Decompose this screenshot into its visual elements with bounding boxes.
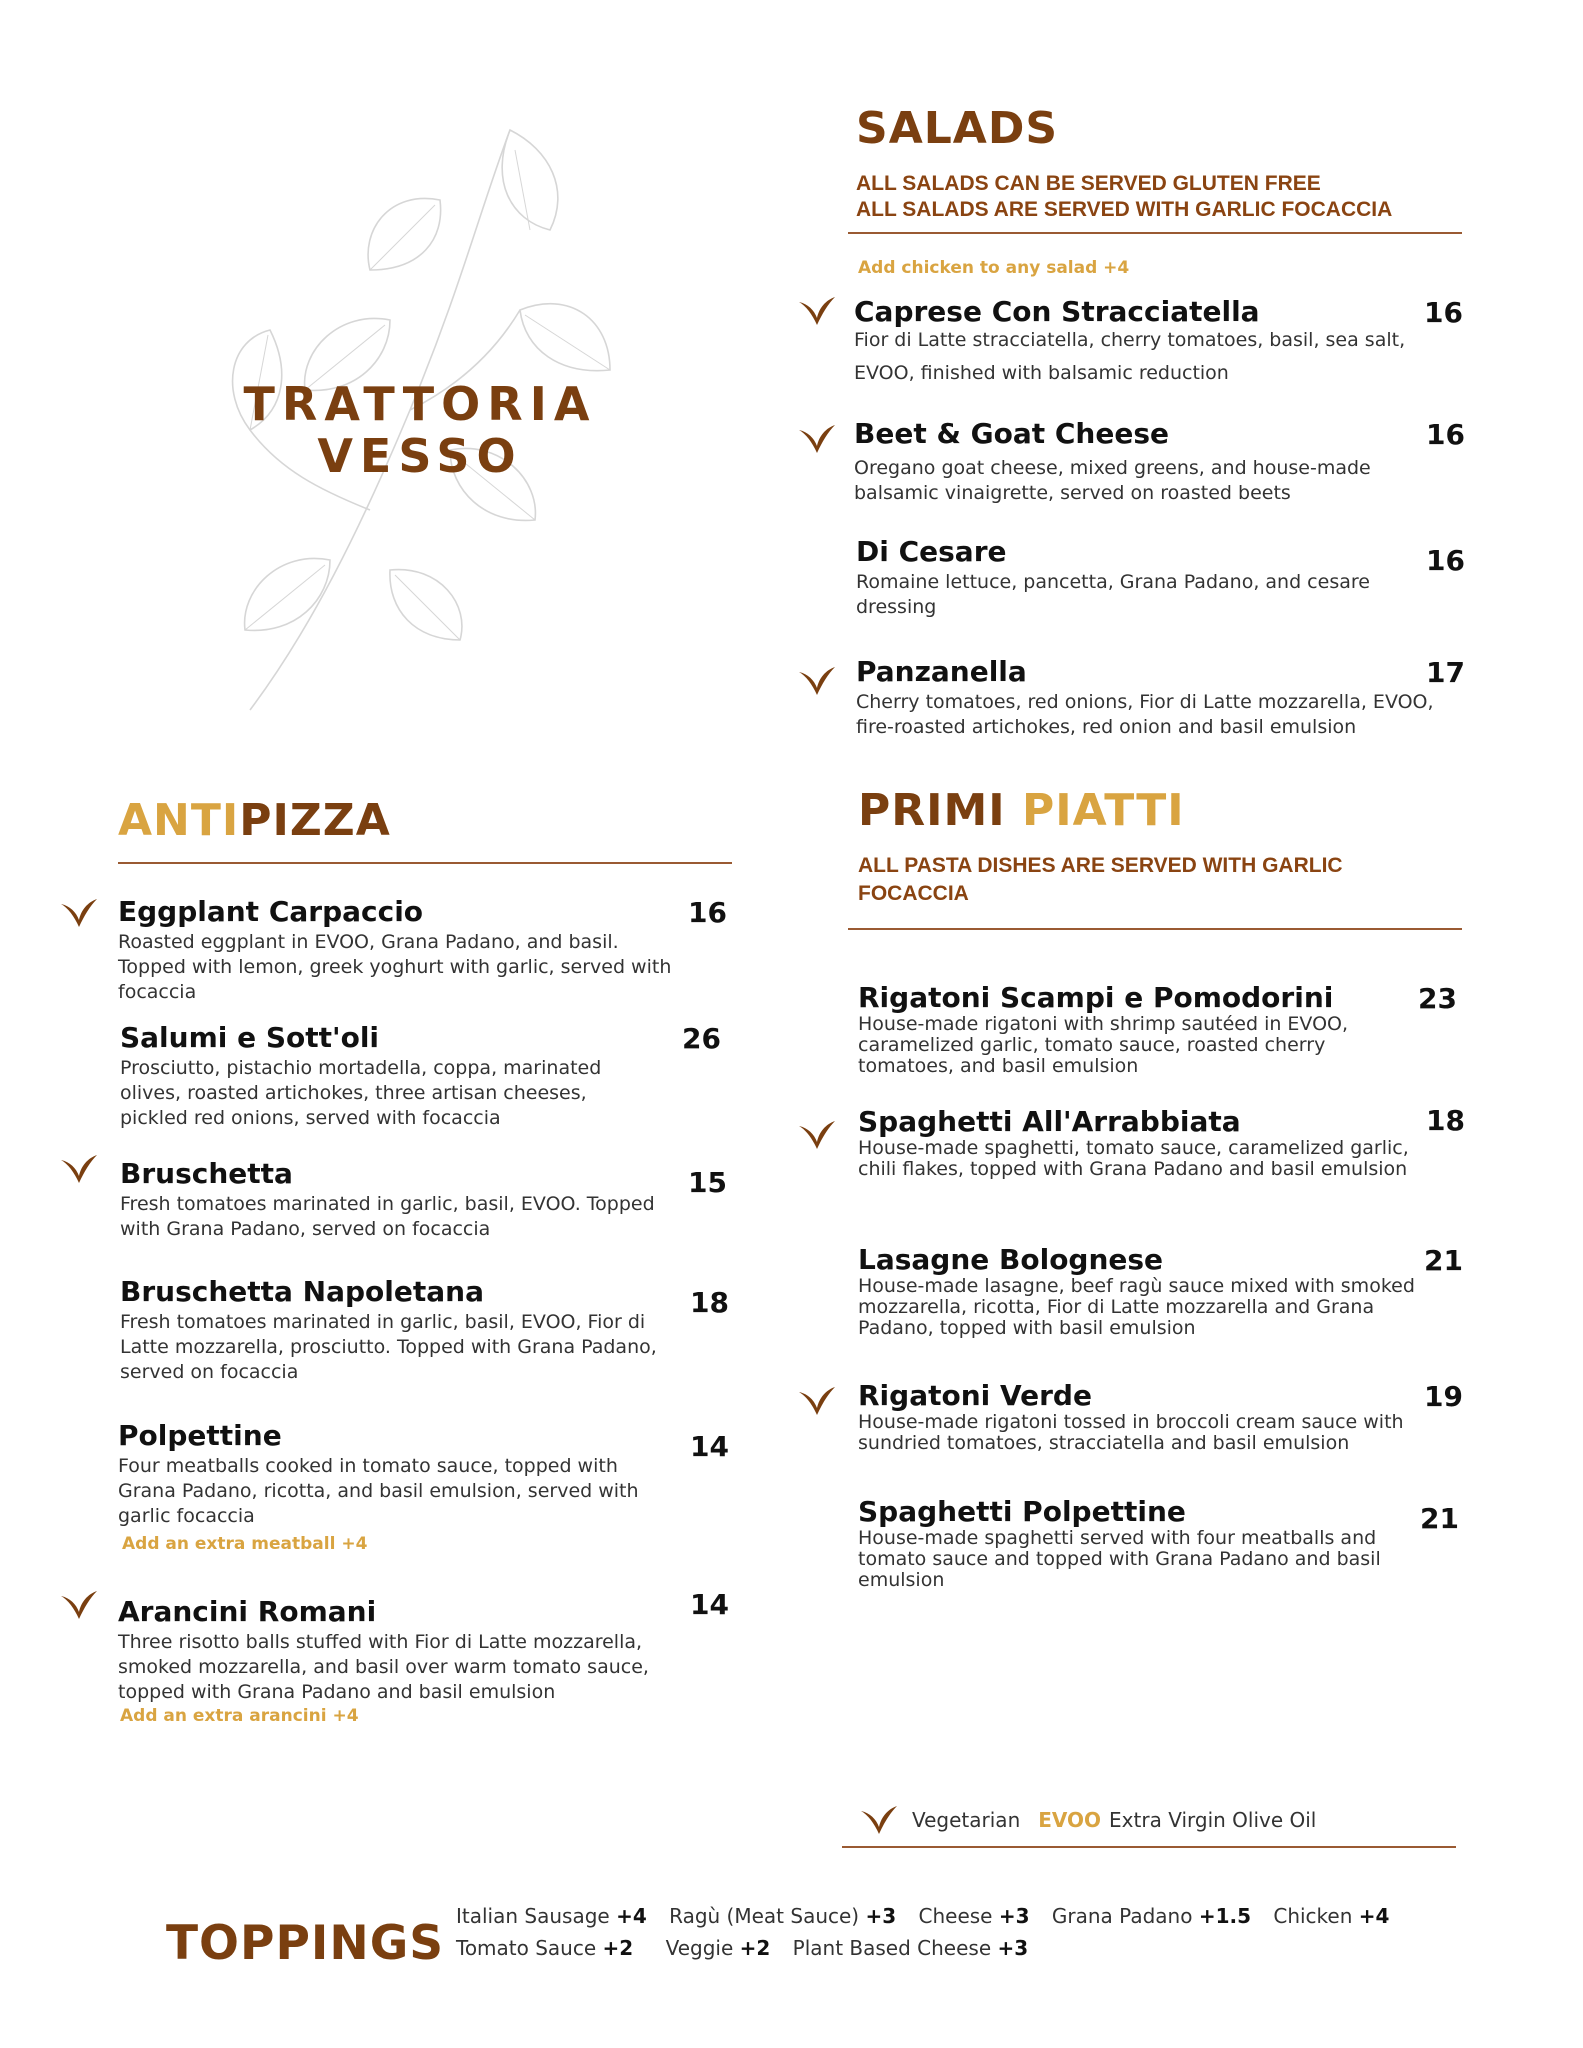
item-price: 16 [688,896,727,929]
primi-item-rigatoni-verde [858,1380,1428,1454]
arancini-addon: Add an extra arancini +4 [120,1706,359,1726]
item-price: 23 [1418,982,1457,1015]
salad-item-di-cesare [856,536,1436,620]
topping-item: Cheese +3 [918,1904,1030,1928]
item-description: Cherry tomatoes, red onions, Fior di Latte mozzarella, EVOO, fire-roasted artichokes, red onion and basil emulsion [856,691,1434,738]
vegetarian-leaf-icon [60,1154,98,1184]
vegetarian-leaf-icon [798,424,836,454]
salads-note-focaccia: ALL SALADS ARE SERVED WITH GARLIC FOCACCIA [856,198,1393,221]
item-description: Fior di Latte stracciatella, cherry tomatoes, basil, sea salt, EVOO, finished with balsamic reduction [854,329,1406,384]
vegetarian-leaf-icon [60,1590,98,1620]
primi-note-line2: FOCACCIA [858,882,969,905]
salad-item-panzanella [856,656,1456,740]
toppings-row-2 [456,1936,1044,1960]
legend-vegetarian: Vegetarian [912,1808,1021,1832]
item-description: Three risotto balls stuffed with Fior di Latte mozzarella, smoked mozzarella, and basil over warm tomato sauce, topped with Grana Padano and basil emulsion [118,1631,649,1703]
title-part-piatti: PIATTI [1021,785,1185,836]
primi-divider [848,928,1462,930]
item-name: Caprese Con Stracciatella [854,295,1260,328]
antipizza-title [118,796,391,846]
item-name: Bruschetta [120,1157,293,1190]
item-description: House-made rigatoni with shrimp sautéed in EVOO, caramelized garlic, tomato sauce, roasted cherry tomatoes, and basil emulsion [858,1013,1349,1077]
vegetarian-leaf-icon [798,666,836,696]
toppings-row-1 [456,1904,1405,1928]
primi-item-lasagne [858,1244,1428,1339]
antipizza-item-salumi [120,1022,660,1131]
item-price: 16 [1426,418,1465,451]
primi-item-arrabbiata [858,1106,1428,1180]
logo-line-2: VESSO [317,429,523,483]
item-description: Fresh tomatoes marinated in garlic, basil, EVOO, Fior di Latte mozzarella, prosciutto. Topped with Grana Padano, served on focaccia [120,1311,657,1383]
item-description: Roasted eggplant in EVOO, Grana Padano, and basil. Topped with lemon, greek yoghurt with garlic, served with focaccia [118,931,672,1003]
antipizza-item-eggplant [118,896,678,1005]
salad-item-caprese [854,296,1434,390]
item-price: 15 [688,1166,727,1199]
item-name: Lasagne Bolognese [858,1243,1164,1276]
item-price: 18 [1426,1104,1465,1137]
polpettine-addon: Add an extra meatball +4 [122,1534,368,1554]
topping-item: Grana Padano +1.5 [1051,1904,1251,1928]
item-name: Arancini Romani [118,1595,377,1628]
legend-divider [842,1846,1456,1848]
primi-item-rigatoni-scampi [858,982,1418,1077]
salads-title: SALADS [856,103,1059,154]
item-price: 14 [690,1588,729,1621]
primi-piatti-title [858,786,1185,836]
item-description: Four meatballs cooked in tomato sauce, topped with Grana Padano, ricotta, and basil emulsion, served with garlic focaccia [118,1455,639,1527]
item-name: Spaghetti Polpettine [858,1495,1186,1528]
item-name: Di Cesare [856,535,1007,568]
item-description: House-made spaghetti, tomato sauce, caramelized garlic, chili flakes, topped with Grana Padano and basil emulsion [858,1137,1409,1180]
item-price: 18 [690,1286,729,1319]
item-price: 21 [1420,1502,1459,1535]
primi-item-spaghetti-polpettine [858,1496,1428,1591]
title-part-primi: PRIMI [858,785,1006,836]
item-name: Beet & Goat Cheese [854,417,1169,450]
item-price: 14 [690,1430,729,1463]
item-price: 16 [1426,544,1465,577]
antipizza-item-bruschetta-napoletana [120,1276,680,1385]
antipizza-item-arancini [118,1596,678,1705]
vegetarian-leaf-icon [860,1805,898,1835]
antipizza-item-polpettine [118,1420,678,1529]
salads-divider [848,232,1462,234]
item-name: Eggplant Carpaccio [118,895,424,928]
topping-item: Tomato Sauce +2 [456,1936,634,1960]
topping-item: Ragù (Meat Sauce) +3 [669,1904,897,1928]
antipizza-divider [118,862,732,864]
topping-item: Chicken +4 [1273,1904,1390,1928]
toppings-title: TOPPINGS [166,1916,445,1971]
legend-evoo-description: Extra Virgin Olive Oil [1109,1808,1317,1832]
vegetarian-leaf-icon [798,296,836,326]
item-description: Romaine lettuce, pancetta, Grana Padano, and cesare dressing [856,571,1370,618]
title-part-anti: ANTI [118,795,240,846]
item-description: Prosciutto, pistachio mortadella, coppa, marinated olives, roasted artichokes, three artisan cheeses, pickled red onions, served with focaccia [120,1057,602,1129]
item-description: Oregano goat cheese, mixed greens, and house-made balsamic vinaigrette, served on roasted beets [854,457,1371,504]
vegetarian-leaf-icon [798,1120,836,1150]
restaurant-logo [190,378,650,482]
topping-item: Veggie +2 [665,1936,771,1960]
item-name: Panzanella [856,655,1027,688]
item-price: 17 [1426,656,1465,689]
item-name: Rigatoni Scampi e Pomodorini [858,981,1334,1014]
item-price: 19 [1424,1380,1463,1413]
item-description: House-made rigatoni tossed in broccoli cream sauce with sundried tomatoes, stracciatella and basil emulsion [858,1411,1404,1454]
vegetarian-leaf-icon [798,1386,836,1416]
item-name: Spaghetti All'Arrabbiata [858,1105,1241,1138]
logo-line-1: TRATTORIA [243,377,597,431]
item-price: 21 [1424,1244,1463,1277]
antipizza-item-bruschetta [120,1158,660,1242]
item-description: House-made lasagne, beef ragù sauce mixed with smoked mozzarella, ricotta, Fior di Latte mozzarella and Grana Padano, topped with basil emulsion [858,1275,1415,1339]
salads-addon-chicken: Add chicken to any salad +4 [858,258,1130,278]
item-name: Rigatoni Verde [858,1379,1092,1412]
title-part-pizza: PIZZA [239,795,391,846]
item-description: Fresh tomatoes marinated in garlic, basil, EVOO. Topped with Grana Padano, served on focaccia [120,1193,655,1240]
item-price: 26 [682,1022,721,1055]
legend-evoo: EVOO [1038,1808,1102,1832]
salad-item-beet-goat [854,418,1434,506]
item-name: Bruschetta Napoletana [120,1275,484,1308]
primi-note-line1: ALL PASTA DISHES ARE SERVED WITH GARLIC [858,854,1343,877]
item-name: Polpettine [118,1419,282,1452]
topping-item: Italian Sausage +4 [456,1904,647,1928]
salads-note-gluten: ALL SALADS CAN BE SERVED GLUTEN FREE [856,172,1321,195]
item-price: 16 [1424,296,1463,329]
topping-item: Plant Based Cheese +3 [792,1936,1029,1960]
item-name: Salumi e Sott'oli [120,1021,380,1054]
item-description: House-made spaghetti served with four meatballs and tomato sauce and topped with Grana Padano and basil emulsion [858,1527,1381,1591]
vegetarian-leaf-icon [60,898,98,928]
legend [860,1800,1316,1840]
